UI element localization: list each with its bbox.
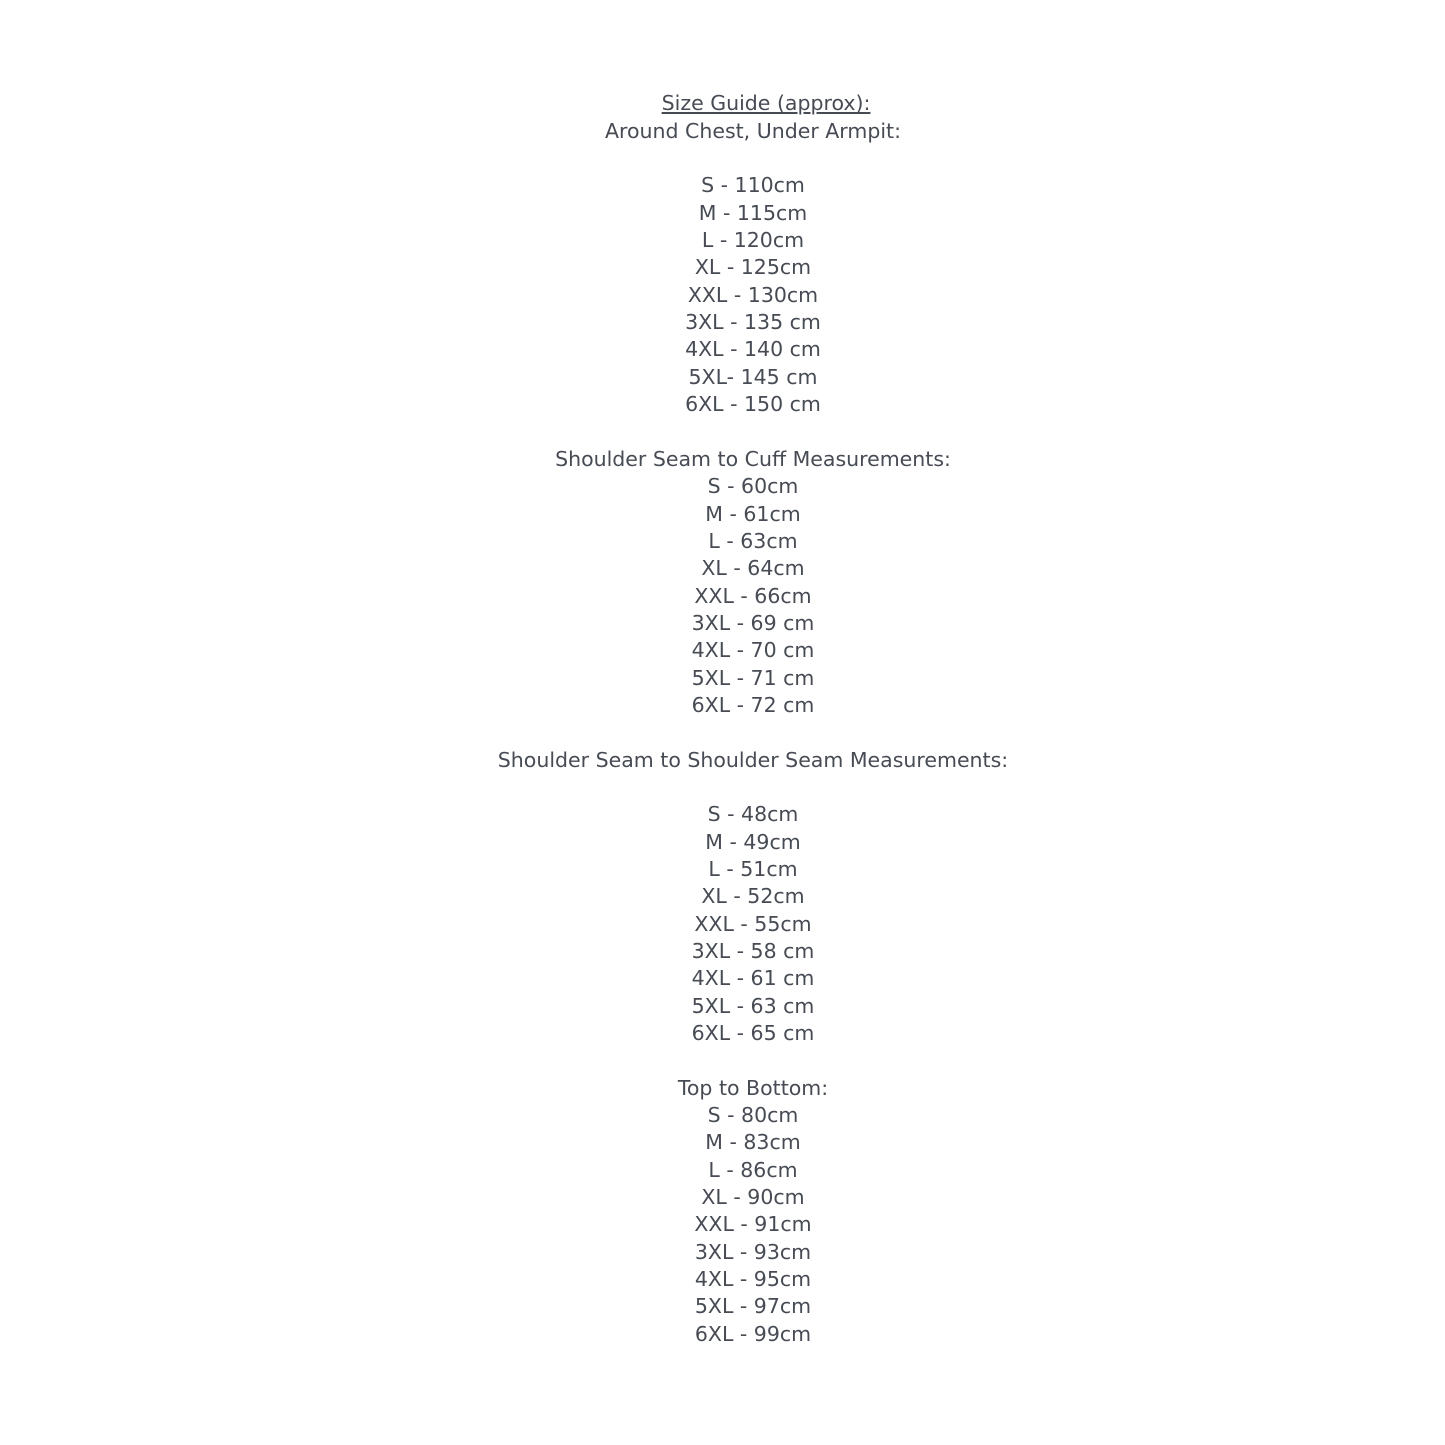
- size-item: L - 63cm: [708, 528, 798, 553]
- blank-line: [61, 418, 1445, 445]
- size-item: XL - 52cm: [701, 884, 805, 909]
- size-item: S - 80cm: [707, 1103, 799, 1128]
- section-heading: Shoulder Seam to Cuff Measurements:: [555, 446, 951, 471]
- size-item: 5XL - 71 cm: [691, 665, 815, 690]
- section-heading: Around Chest, Under Armpit:: [604, 118, 901, 143]
- size-item: 5XL- 145 cm: [688, 364, 818, 389]
- size-item: 6XL - 65 cm: [691, 1021, 815, 1046]
- size-item: XXL - 66cm: [694, 583, 812, 608]
- size-guide-title: [61, 63, 1445, 116]
- size-item: S - 60cm: [707, 474, 799, 499]
- size-item: 3XL - 93cm: [694, 1239, 812, 1264]
- size-guide-sections: [61, 118, 1445, 1348]
- size-item: M - 61cm: [705, 501, 801, 526]
- size-item: 3XL - 69 cm: [691, 610, 815, 635]
- size-item: XL - 64cm: [701, 556, 805, 581]
- blank-line: [61, 719, 1445, 746]
- size-item: S - 48cm: [707, 802, 799, 827]
- size-item: 3XL - 58 cm: [691, 939, 815, 963]
- size-item: 4XL - 61 cm: [691, 966, 815, 991]
- size-item: XXL - 130cm: [687, 282, 819, 307]
- size-item: L - 86cm: [708, 1157, 798, 1182]
- size-item: 4XL - 70 cm: [691, 638, 815, 663]
- size-item: 5XL - 97cm: [694, 1294, 812, 1319]
- blank-line: [61, 774, 1445, 801]
- size-item: XL - 125cm: [694, 255, 812, 280]
- size-item: 3XL - 135 cm: [685, 310, 821, 335]
- blank-line: [61, 1047, 1445, 1074]
- size-item: XXL - 91cm: [694, 1212, 812, 1237]
- size-item: 6XL - 150 cm: [685, 392, 821, 417]
- size-item: M - 49cm: [705, 829, 801, 854]
- size-item: 6XL - 72 cm: [691, 692, 815, 717]
- size-guide-document: [61, 0, 1445, 1348]
- size-item: XL - 90cm: [701, 1185, 805, 1210]
- size-item: 4XL - 95cm: [694, 1267, 812, 1292]
- size-item: S - 110cm: [701, 173, 805, 198]
- size-guide-title-text: Size Guide (approx):: [661, 91, 871, 116]
- size-item: 4XL - 140 cm: [685, 337, 821, 362]
- size-item: 5XL - 63 cm: [691, 993, 815, 1018]
- section-heading: Top to Bottom:: [677, 1075, 829, 1100]
- blank-line: [61, 145, 1445, 172]
- size-item: M - 83cm: [705, 1130, 801, 1155]
- size-item: 6XL - 99cm: [694, 1321, 812, 1346]
- size-item: L - 51cm: [708, 856, 798, 881]
- size-item: L - 120cm: [701, 228, 805, 253]
- size-item: M - 115cm: [698, 200, 808, 225]
- section-heading: Shoulder Seam to Shoulder Seam Measurements:: [497, 747, 1009, 772]
- size-item: XXL - 55cm: [694, 911, 812, 936]
